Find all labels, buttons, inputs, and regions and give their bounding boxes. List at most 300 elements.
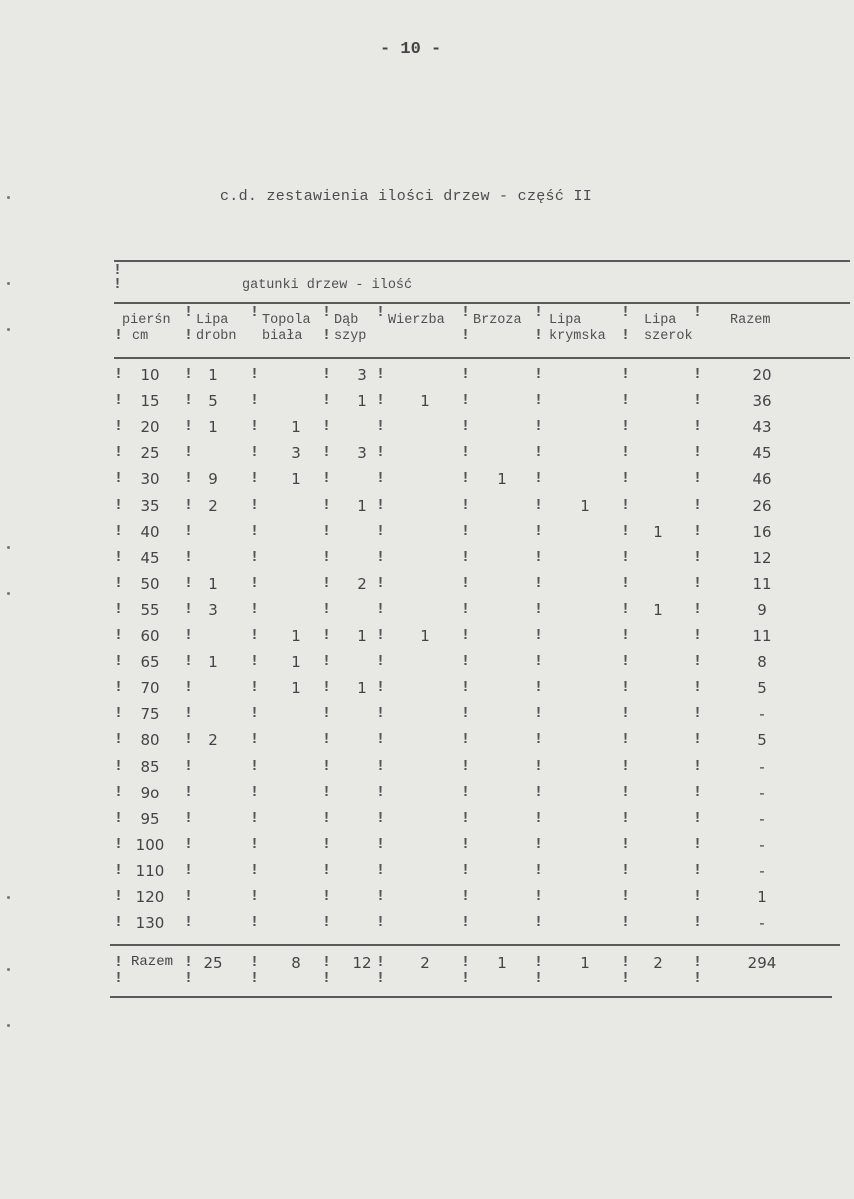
table-cell: 1 — [291, 653, 301, 672]
separator: ! — [250, 809, 260, 827]
separator: ! — [184, 679, 194, 697]
table-top-rule — [114, 260, 850, 262]
table-cell: 26 — [752, 496, 772, 515]
separator: ! — [693, 783, 703, 801]
separator: ! — [322, 970, 332, 987]
separator: ! — [693, 392, 703, 410]
separator: ! — [461, 418, 471, 436]
table-cell: 1 — [420, 392, 430, 411]
separator: ! — [376, 757, 386, 775]
table-cell: 16 — [752, 522, 772, 541]
separator: ! — [376, 731, 386, 749]
separator: ! — [376, 809, 386, 827]
separator: ! — [322, 705, 332, 723]
separator: ! — [693, 861, 703, 879]
total-cell: 1 — [497, 954, 507, 972]
separator: ! — [114, 653, 124, 671]
table-cell: 5 — [757, 731, 767, 750]
table-cell: 1 — [208, 653, 218, 672]
separator: ! — [114, 444, 124, 462]
separator: ! — [376, 600, 386, 618]
column-header: Brzoza — [473, 313, 522, 328]
separator: ! — [114, 705, 124, 723]
table-cell: 50 — [140, 574, 160, 593]
separator: ! — [461, 653, 471, 671]
separator: ! — [322, 548, 332, 566]
separator: ! — [534, 783, 544, 801]
separator: ! — [534, 888, 544, 905]
separator: ! — [461, 522, 471, 540]
table-cell: 1 — [757, 888, 767, 906]
table-cell: 3 — [357, 444, 367, 463]
separator: ! — [461, 327, 471, 344]
separator: ! — [322, 783, 332, 801]
separator: ! — [693, 809, 703, 827]
separator: ! — [184, 914, 194, 932]
separator: ! — [461, 496, 471, 514]
table-cell: - — [759, 914, 765, 933]
table-cell: 1 — [357, 392, 367, 411]
separator: ! — [250, 731, 260, 749]
separator: ! — [250, 392, 260, 410]
separator: ! — [376, 548, 386, 566]
table-cell: 1 — [208, 418, 218, 437]
table-cell: 45 — [140, 548, 160, 567]
separator: ! — [184, 470, 194, 488]
total-cell: 2 — [653, 954, 663, 972]
margin-mark — [7, 896, 10, 899]
column-header-sub: krymska — [549, 329, 606, 344]
margin-mark — [7, 546, 10, 549]
separator: ! — [114, 627, 124, 644]
table-cell: 5 — [757, 679, 767, 698]
total-label: Razem — [130, 954, 174, 970]
separator: ! — [461, 574, 471, 592]
separator: ! — [184, 496, 194, 514]
separator: ! — [376, 835, 386, 853]
separator: ! — [250, 914, 260, 932]
separator: ! — [184, 304, 194, 321]
column-header-sub: biała — [262, 329, 303, 344]
table-cell: 1 — [291, 470, 301, 489]
total-cell: 1 — [580, 954, 590, 972]
separator: ! — [461, 757, 471, 775]
table-cell: 3 — [357, 366, 367, 384]
separator: ! — [376, 366, 386, 383]
separator: ! — [376, 444, 386, 462]
separator: ! — [461, 731, 471, 749]
separator: ! — [461, 954, 471, 971]
separator: ! — [376, 783, 386, 801]
separator: ! — [114, 600, 124, 618]
separator: ! — [534, 705, 544, 723]
separator: ! — [534, 679, 544, 697]
table-cell: 43 — [752, 418, 772, 437]
table-cell: 55 — [140, 600, 160, 619]
separator: ! — [322, 600, 332, 618]
separator: ! — [461, 861, 471, 879]
page-title: c.d. zestawienia ilości drzew - część II — [220, 188, 593, 205]
separator: ! — [250, 444, 260, 462]
separator: ! — [114, 522, 124, 540]
table-cell: 12 — [752, 548, 772, 567]
table-cell: 65 — [140, 653, 160, 672]
separator: ! — [693, 731, 703, 749]
separator: ! — [534, 548, 544, 566]
table-cell: 9o — [140, 783, 160, 802]
separator: ! — [376, 861, 386, 879]
table-cell: - — [759, 757, 765, 776]
separator: ! — [322, 954, 332, 971]
table-cell: 1 — [291, 679, 301, 698]
separator: ! — [693, 600, 703, 618]
table-cell: 35 — [140, 496, 160, 515]
table-bottom-rule — [110, 996, 832, 998]
table-cell: 46 — [752, 470, 772, 489]
table-cell: 8 — [757, 653, 767, 672]
separator: ! — [693, 970, 703, 987]
table-cell: 1 — [497, 470, 507, 489]
separator: ! — [621, 653, 631, 671]
separator: ! — [693, 470, 703, 488]
separator: ! — [534, 366, 544, 383]
separator: ! — [250, 757, 260, 775]
margin-mark — [7, 328, 10, 331]
separator: ! — [621, 809, 631, 827]
separator: ! — [621, 783, 631, 801]
table-cell: 80 — [140, 731, 160, 750]
separator: ! — [113, 276, 123, 293]
separator: ! — [184, 888, 194, 905]
separator: ! — [621, 914, 631, 932]
separator: ! — [376, 627, 386, 644]
separator: ! — [621, 522, 631, 540]
separator: ! — [322, 470, 332, 488]
separator: ! — [250, 600, 260, 618]
separator: ! — [114, 392, 124, 410]
separator: ! — [376, 522, 386, 540]
table-cell: 130 — [135, 914, 165, 933]
table-cell: 5 — [208, 392, 218, 411]
table-cell: 100 — [135, 835, 165, 854]
separator: ! — [534, 444, 544, 462]
table-cell: 3 — [208, 600, 218, 619]
separator: ! — [114, 914, 124, 932]
separator: ! — [693, 888, 703, 905]
table-cell: 15 — [140, 392, 160, 411]
separator: ! — [184, 522, 194, 540]
separator: ! — [461, 444, 471, 462]
table-cell: 60 — [140, 627, 160, 645]
table-cell: - — [759, 705, 765, 724]
table-cell: 11 — [752, 574, 772, 593]
separator: ! — [621, 496, 631, 514]
separator: ! — [693, 679, 703, 697]
separator: ! — [376, 888, 386, 905]
margin-mark — [7, 1024, 10, 1027]
separator: ! — [461, 679, 471, 697]
separator: ! — [621, 327, 631, 344]
separator: ! — [250, 954, 260, 971]
total-cell: 25 — [203, 954, 223, 972]
separator: ! — [534, 970, 544, 987]
column-header-sub: szyp — [334, 329, 367, 344]
total-cell: 12 — [352, 954, 372, 972]
separator: ! — [534, 470, 544, 488]
table-cell: 40 — [140, 522, 160, 541]
separator: ! — [534, 627, 544, 644]
separator: ! — [534, 757, 544, 775]
separator: ! — [693, 627, 703, 644]
separator: ! — [322, 304, 332, 321]
table-cell: 1 — [580, 496, 590, 515]
separator: ! — [534, 304, 544, 321]
separator: ! — [376, 653, 386, 671]
separator: ! — [621, 444, 631, 462]
separator: ! — [621, 600, 631, 618]
separator: ! — [461, 783, 471, 801]
column-header: Lipa — [196, 313, 229, 328]
table-cell: 95 — [140, 809, 160, 828]
header-rule — [114, 302, 850, 304]
separator: ! — [184, 970, 194, 987]
table-cell: 9 — [757, 600, 767, 619]
table-cell: 30 — [140, 470, 160, 489]
separator: ! — [322, 731, 332, 749]
separator: ! — [322, 627, 332, 644]
table-cell: 1 — [420, 627, 430, 645]
table-cell: - — [759, 835, 765, 854]
table-cell: 1 — [208, 574, 218, 593]
column-header-sub: szerok — [644, 329, 693, 344]
column-header: Lipa — [644, 313, 677, 328]
table-cell: - — [759, 809, 765, 828]
separator: ! — [461, 548, 471, 566]
separator: ! — [534, 809, 544, 827]
table-cell: 1 — [357, 496, 367, 515]
separator: ! — [184, 600, 194, 618]
table-cell: 120 — [135, 888, 165, 906]
table-cell: 1 — [357, 679, 367, 698]
separator: ! — [693, 548, 703, 566]
separator: ! — [114, 970, 124, 987]
separator: ! — [322, 327, 332, 344]
separator: ! — [114, 783, 124, 801]
separator: ! — [114, 757, 124, 775]
separator: ! — [534, 522, 544, 540]
separator: ! — [250, 304, 260, 321]
separator: ! — [461, 888, 471, 905]
separator: ! — [693, 653, 703, 671]
margin-mark — [7, 196, 10, 199]
separator: ! — [114, 731, 124, 749]
margin-mark — [7, 282, 10, 285]
margin-mark — [7, 968, 10, 971]
margin-mark — [7, 592, 10, 595]
separator: ! — [461, 914, 471, 932]
separator: ! — [114, 496, 124, 514]
separator: ! — [322, 914, 332, 932]
total-rule — [110, 944, 840, 946]
separator: ! — [693, 757, 703, 775]
table-cell: 11 — [752, 627, 772, 645]
separator: ! — [322, 861, 332, 879]
separator: ! — [621, 731, 631, 749]
separator: ! — [250, 679, 260, 697]
column-header: pierśn — [122, 313, 171, 328]
table-cell: 110 — [135, 861, 165, 880]
separator: ! — [693, 366, 703, 383]
separator: ! — [621, 705, 631, 723]
table-cell: 20 — [752, 366, 772, 384]
separator: ! — [621, 418, 631, 436]
separator: ! — [250, 627, 260, 644]
separator: ! — [534, 653, 544, 671]
separator: ! — [322, 418, 332, 436]
column-header: Dąb — [334, 313, 359, 328]
table-cell: 1 — [291, 627, 301, 645]
separator: ! — [184, 705, 194, 723]
column-header: Lipa — [549, 313, 582, 328]
separator: ! — [250, 835, 260, 853]
separator: ! — [184, 574, 194, 592]
separator: ! — [114, 418, 124, 436]
separator: ! — [461, 627, 471, 644]
separator: ! — [114, 861, 124, 879]
separator: ! — [250, 548, 260, 566]
separator: ! — [250, 783, 260, 801]
separator: ! — [376, 914, 386, 932]
separator: ! — [184, 327, 194, 344]
separator: ! — [376, 304, 386, 321]
separator: ! — [534, 954, 544, 971]
separator: ! — [322, 809, 332, 827]
separator: ! — [376, 470, 386, 488]
separator: ! — [184, 954, 194, 971]
separator: ! — [113, 262, 123, 279]
table-cell: 1 — [357, 627, 367, 645]
separator: ! — [376, 954, 386, 971]
separator: ! — [693, 835, 703, 853]
total-cell: 2 — [420, 954, 430, 972]
table-cell: - — [759, 783, 765, 802]
column-header-sub: drobn — [196, 329, 237, 344]
separator: ! — [376, 392, 386, 410]
separator: ! — [534, 835, 544, 853]
separator: ! — [621, 835, 631, 853]
separator: ! — [250, 653, 260, 671]
separator: ! — [534, 731, 544, 749]
separator: ! — [534, 392, 544, 410]
separator: ! — [693, 522, 703, 540]
column-header: Wierzba — [388, 313, 445, 328]
table-cell: 2 — [208, 731, 218, 750]
separator: ! — [376, 496, 386, 514]
separator: ! — [534, 600, 544, 618]
separator: ! — [621, 970, 631, 987]
separator: ! — [322, 366, 332, 383]
separator: ! — [184, 783, 194, 801]
separator: ! — [621, 548, 631, 566]
separator: ! — [322, 679, 332, 697]
separator: ! — [461, 970, 471, 987]
separator: ! — [621, 304, 631, 321]
separator: ! — [184, 809, 194, 827]
separator: ! — [621, 366, 631, 383]
separator: ! — [184, 757, 194, 775]
separator: ! — [621, 954, 631, 971]
table-cell: 36 — [752, 392, 772, 411]
separator: ! — [114, 366, 124, 383]
column-header: Razem — [730, 313, 771, 328]
separator: ! — [184, 418, 194, 436]
separator: ! — [184, 548, 194, 566]
header-bottom-rule — [114, 357, 850, 359]
separator: ! — [114, 548, 124, 566]
separator: ! — [621, 757, 631, 775]
separator: ! — [621, 470, 631, 488]
separator: ! — [184, 366, 194, 383]
separator: ! — [114, 327, 124, 344]
separator: ! — [534, 574, 544, 592]
separator: ! — [322, 444, 332, 462]
table-cell: 85 — [140, 757, 160, 776]
separator: ! — [184, 627, 194, 644]
table-cell: 1 — [653, 600, 663, 619]
separator: ! — [621, 861, 631, 879]
separator: ! — [114, 809, 124, 827]
separator: ! — [184, 392, 194, 410]
table-cell: 1 — [208, 366, 218, 384]
separator: ! — [114, 470, 124, 488]
separator: ! — [250, 970, 260, 987]
separator: ! — [534, 914, 544, 932]
separator: ! — [621, 679, 631, 697]
separator: ! — [693, 954, 703, 971]
table-cell: 25 — [140, 444, 160, 463]
separator: ! — [534, 327, 544, 344]
separator: ! — [534, 861, 544, 879]
table-cell: 9 — [208, 470, 218, 489]
total-cell: 8 — [291, 954, 301, 972]
separator: ! — [184, 444, 194, 462]
total-cell: 294 — [747, 954, 777, 972]
table-cell: 45 — [752, 444, 772, 463]
separator: ! — [693, 574, 703, 592]
table-cell: 1 — [653, 522, 663, 541]
separator: ! — [114, 888, 124, 905]
separator: ! — [114, 574, 124, 592]
separator: ! — [184, 861, 194, 879]
separator: ! — [621, 392, 631, 410]
separator: ! — [461, 705, 471, 723]
separator: ! — [621, 627, 631, 644]
separator: ! — [322, 888, 332, 905]
separator: ! — [114, 954, 124, 971]
separator: ! — [322, 653, 332, 671]
group-header: gatunki drzew - ilość — [242, 278, 413, 293]
separator: ! — [184, 835, 194, 853]
separator: ! — [376, 970, 386, 987]
separator: ! — [461, 366, 471, 383]
separator: ! — [534, 418, 544, 436]
separator: ! — [693, 705, 703, 723]
separator: ! — [693, 304, 703, 321]
column-header: Topola — [262, 313, 311, 328]
separator: ! — [322, 574, 332, 592]
separator: ! — [250, 861, 260, 879]
separator: ! — [621, 888, 631, 905]
